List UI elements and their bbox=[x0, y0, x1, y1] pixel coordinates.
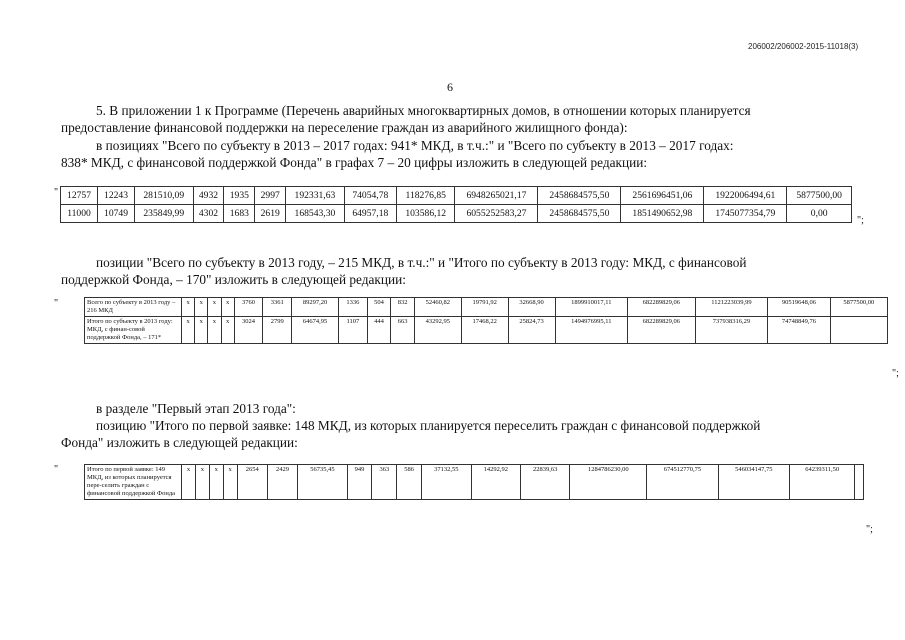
table2-cell: 43292,95 bbox=[414, 317, 461, 344]
table2-cell: 19791,92 bbox=[461, 298, 508, 317]
paragraph-2-line-2: 838* МКД, с финансовой поддержкой Фонда" в графах 7 – 20 цифры изложить в следующей редакции: bbox=[61, 155, 648, 170]
table3-cell: 586 bbox=[397, 465, 422, 500]
table1-cell: 2619 bbox=[255, 205, 286, 223]
table2-cell: x bbox=[221, 298, 234, 317]
table1-cell: 6055252583,27 bbox=[455, 205, 538, 223]
table2-cell: 682289829,06 bbox=[628, 317, 696, 344]
table2-cell bbox=[830, 317, 887, 344]
table2-cell: x bbox=[195, 317, 208, 344]
table2-cell: x bbox=[208, 298, 221, 317]
table2-cell: 25824,73 bbox=[508, 317, 555, 344]
table2-cell: 1121223039,99 bbox=[695, 298, 767, 317]
table3-cell: 14292,92 bbox=[471, 465, 520, 500]
table1-cell: 1745077354,79 bbox=[704, 205, 787, 223]
table2-cell: 1494976995,11 bbox=[555, 317, 627, 344]
table1-cell: 2561696451,06 bbox=[621, 187, 704, 205]
paragraph-3-line-2: поддержкой Фонда, – 170" изложить в следующей редакции: bbox=[61, 272, 406, 287]
table1-cell: 0,00 bbox=[787, 205, 852, 223]
table2-cell: 64674,95 bbox=[292, 317, 339, 344]
table1-cell: 2997 bbox=[255, 187, 286, 205]
table3-cell: 22839,63 bbox=[521, 465, 570, 500]
table2-row bbox=[85, 298, 888, 317]
table2-row-label: Всего по субъекту в 2013 году – 216 МКД bbox=[85, 298, 182, 317]
table-3 bbox=[84, 464, 864, 500]
table3-cell: 37132,55 bbox=[422, 465, 471, 500]
table3-open-quote: " bbox=[54, 464, 59, 475]
table1-cell: 11000 bbox=[61, 205, 98, 223]
table2-cell: 89297,20 bbox=[292, 298, 339, 317]
table1-cell: 235849,99 bbox=[135, 205, 193, 223]
table2-cell: 32668,90 bbox=[508, 298, 555, 317]
table1-close-quote: "; bbox=[857, 215, 864, 226]
table1-cell: 1683 bbox=[224, 205, 255, 223]
page-number: 6 bbox=[447, 80, 453, 94]
paragraph-5-line-1: позицию "Итого по первой заявке: 148 МКД, из которых планируется переселить граждан с финансовой поддержкой bbox=[96, 418, 761, 433]
paragraph-5-line-2: Фонда" изложить в следующей редакции: bbox=[61, 435, 298, 450]
table1-cell: 103586,12 bbox=[396, 205, 454, 223]
table2-close-quote: "; bbox=[892, 368, 899, 379]
table2-cell: 74748849,76 bbox=[768, 317, 830, 344]
paragraph-1-line-2: предоставление финансовой поддержки на переселение граждан из аварийного жилищного фонда): bbox=[61, 120, 628, 135]
table1-cell: 1851490652,98 bbox=[621, 205, 704, 223]
table2-cell: x bbox=[182, 298, 195, 317]
table2-cell: x bbox=[208, 317, 221, 344]
table3-cell: 949 bbox=[347, 465, 372, 500]
table2-open-quote: " bbox=[54, 298, 59, 309]
table3-cell: x bbox=[195, 465, 209, 500]
table2-cell: x bbox=[182, 317, 195, 344]
table-1 bbox=[60, 186, 852, 223]
table1-cell: 4302 bbox=[193, 205, 224, 223]
table1-cell: 74054,78 bbox=[344, 187, 396, 205]
table1-cell: 1935 bbox=[224, 187, 255, 205]
table-2 bbox=[84, 297, 888, 344]
table1-cell: 6948265021,17 bbox=[455, 187, 538, 205]
table3-cell: 56735,45 bbox=[298, 465, 347, 500]
table3-cell: 546034147,75 bbox=[718, 465, 789, 500]
table1-cell: 168543,30 bbox=[286, 205, 344, 223]
table1-cell: 118276,85 bbox=[396, 187, 454, 205]
table3-cell: x bbox=[182, 465, 196, 500]
table2-cell: 1336 bbox=[339, 298, 368, 317]
table1-open-quote: " bbox=[54, 187, 59, 198]
table2-cell: 2799 bbox=[263, 317, 292, 344]
table3-cell: 1284786230,00 bbox=[570, 465, 647, 500]
table1-cell: 2458684575,50 bbox=[538, 187, 621, 205]
table2-cell: 737938316,29 bbox=[695, 317, 767, 344]
table2-cell: 3361 bbox=[263, 298, 292, 317]
table3-cell: 2429 bbox=[267, 465, 297, 500]
table3-cell bbox=[855, 465, 864, 500]
table3-cell: x bbox=[209, 465, 223, 500]
table3-close-quote: "; bbox=[866, 524, 873, 535]
table1-cell: 281510,09 bbox=[135, 187, 193, 205]
table2-cell: 5877500,00 bbox=[830, 298, 887, 317]
table2-cell: 1107 bbox=[339, 317, 368, 344]
table3-cell: 2654 bbox=[237, 465, 267, 500]
table2-cell: 682289829,06 bbox=[628, 298, 696, 317]
table2-cell: 17468,22 bbox=[461, 317, 508, 344]
table1-cell: 5877500,00 bbox=[787, 187, 852, 205]
table2-cell: 444 bbox=[367, 317, 391, 344]
table2-cell: 3024 bbox=[234, 317, 263, 344]
table1-cell: 64957,18 bbox=[344, 205, 396, 223]
table2-cell: 663 bbox=[391, 317, 415, 344]
table1-cell: 10749 bbox=[98, 205, 135, 223]
table2-cell: x bbox=[221, 317, 234, 344]
table3-row-label: Итого по первой заявке: 149 МКД, из которых планируется пере-селить граждан с финансовой поддержкой Фонда bbox=[85, 465, 182, 500]
table2-cell: 90519648,06 bbox=[768, 298, 830, 317]
table2-cell: 504 bbox=[367, 298, 391, 317]
table1-cell: 2458684575,50 bbox=[538, 205, 621, 223]
table1-cell: 12757 bbox=[61, 187, 98, 205]
table1-cell: 192331,63 bbox=[286, 187, 344, 205]
table1-cell: 12243 bbox=[98, 187, 135, 205]
table3-row bbox=[85, 465, 864, 500]
paragraph-4: в разделе "Первый этап 2013 года": bbox=[96, 401, 296, 416]
table2-cell: 1899910017,11 bbox=[555, 298, 627, 317]
table2-row bbox=[85, 317, 888, 344]
table1-row bbox=[61, 187, 852, 205]
paragraph-1-line-1: 5. В приложении 1 к Программе (Перечень аварийных многоквартирных домов, в отношении которых планируется bbox=[96, 103, 751, 118]
table1-cell: 1922006494,61 bbox=[704, 187, 787, 205]
table2-cell: 3760 bbox=[234, 298, 263, 317]
document-id: 206002/206002-2015-11018(3) bbox=[748, 42, 859, 51]
table2-cell: 52460,82 bbox=[414, 298, 461, 317]
table1-row bbox=[61, 205, 852, 223]
table3-cell: 674512770,75 bbox=[647, 465, 718, 500]
paragraph-2-line-1: в позициях "Всего по субъекту в 2013 – 2017 годах: 941* МКД, в т.ч.:" и "Всего по субъекту в 2013 – 2017 годах: bbox=[96, 138, 734, 153]
table1-cell: 4932 bbox=[193, 187, 224, 205]
table2-cell: x bbox=[195, 298, 208, 317]
table3-cell: 64239311,50 bbox=[789, 465, 854, 500]
table2-row-label: Итого по субъекту в 2013 году: МКД, с финан-совой поддержкой Фонда, – 171* bbox=[85, 317, 182, 344]
paragraph-3-line-1: позиции "Всего по субъекту в 2013 году, – 215 МКД, в т.ч.:" и "Итого по субъекту в 2013 году: МКД, с финансовой bbox=[96, 255, 747, 270]
table3-cell: 363 bbox=[372, 465, 397, 500]
table2-cell: 832 bbox=[391, 298, 415, 317]
table3-cell: x bbox=[223, 465, 237, 500]
